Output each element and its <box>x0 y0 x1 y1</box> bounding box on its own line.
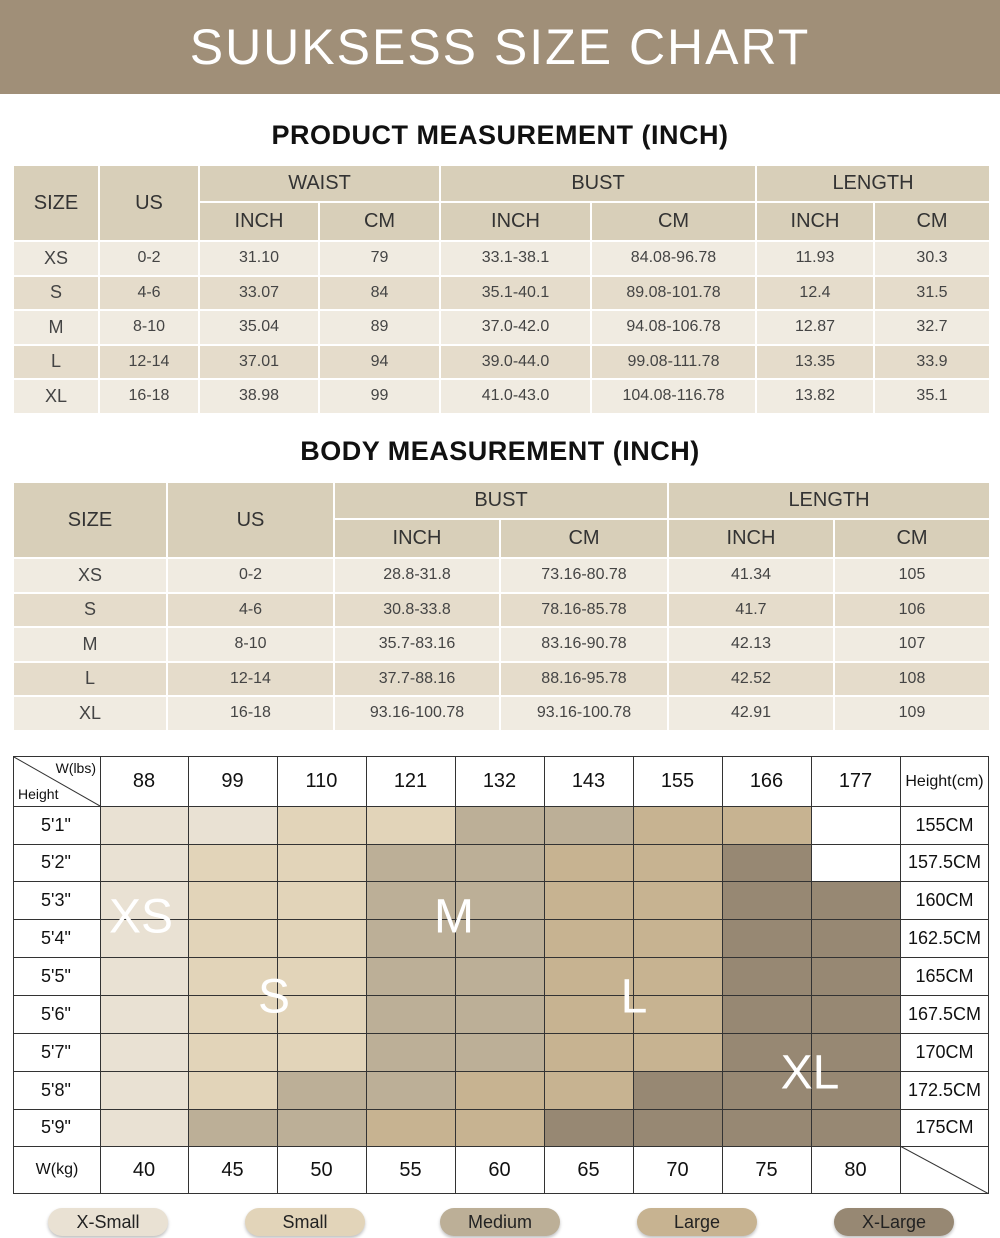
legend-item: X-Small <box>48 1208 168 1236</box>
size-zone-label: M <box>434 890 474 944</box>
size-zone-cell <box>544 1109 633 1146</box>
size-cell: L <box>13 345 99 380</box>
size-zone-cell <box>722 1109 811 1146</box>
weight-kg-label: 40 <box>132 1158 156 1181</box>
size-cell: XL <box>13 379 99 414</box>
weight-lbs-label: 132 <box>482 770 517 792</box>
value-cell: 84 <box>319 276 440 311</box>
size-zone-cell <box>366 957 455 995</box>
value-cell: 104.08-116.78 <box>591 379 756 414</box>
size-zone-cell <box>544 844 633 881</box>
size-zone-cell <box>100 844 188 881</box>
value-cell: 12.4 <box>756 276 874 311</box>
value-cell: 35.7-83.16 <box>334 627 500 662</box>
grid-line <box>722 757 723 1194</box>
value-cell: 88.16-95.78 <box>500 662 668 697</box>
size-zone-cell <box>544 881 633 919</box>
value-cell: 35.1-40.1 <box>440 276 591 311</box>
size-zone-cell <box>188 1071 277 1109</box>
height-cm-label: 172.5CM <box>907 1079 982 1100</box>
header-bust: BUST <box>440 165 756 202</box>
value-cell: 93.16-100.78 <box>500 696 668 731</box>
value-cell: 42.91 <box>668 696 834 731</box>
table-row <box>13 627 990 662</box>
value-cell: 12-14 <box>99 345 199 380</box>
weight-kg-label: 50 <box>310 1158 333 1181</box>
height-ft-label: 5'9" <box>41 1117 71 1137</box>
height-weight-size-grid <box>13 756 989 1194</box>
size-zone-cell <box>100 1109 188 1146</box>
value-cell: 12-14 <box>167 662 334 697</box>
size-zone-cell <box>100 806 188 844</box>
grid-line <box>14 1109 989 1110</box>
size-zone-label: XL <box>780 1046 840 1100</box>
header-length: LENGTH <box>756 165 990 202</box>
value-cell: 11.93 <box>756 241 874 276</box>
grid-line <box>100 757 101 1194</box>
grid-line <box>14 1033 989 1034</box>
grid-line <box>14 881 989 882</box>
size-zone-cell <box>544 1033 633 1071</box>
grid-line <box>14 1071 989 1072</box>
value-cell: 107 <box>834 627 990 662</box>
value-cell: 28.8-31.8 <box>334 558 500 593</box>
header-bust-inch: INCH <box>334 519 500 558</box>
header-us: US <box>99 165 199 241</box>
size-zone-cell <box>455 1109 544 1146</box>
size-zone-cell <box>722 806 811 844</box>
weight-lbs-label: 121 <box>393 770 428 792</box>
value-cell: 109 <box>834 696 990 731</box>
size-zone-label: L <box>620 970 648 1024</box>
legend-item: X-Large <box>834 1208 954 1236</box>
size-zone-cell <box>544 995 633 1033</box>
value-cell: 89 <box>319 310 440 345</box>
size-zone-cell <box>811 919 900 957</box>
weight-kg-header: W(kg) <box>35 1161 79 1178</box>
size-zone-cell <box>366 844 455 881</box>
value-cell: 13.82 <box>756 379 874 414</box>
size-zone-cell <box>811 881 900 919</box>
height-cm-label: 162.5CM <box>907 927 982 948</box>
grid-line <box>366 757 367 1194</box>
size-zone-cell <box>633 1071 722 1109</box>
size-zone-cell <box>188 881 277 919</box>
grid-line <box>811 757 812 1194</box>
weight-lbs-label: 99 <box>221 770 244 792</box>
size-zone-cell <box>544 1071 633 1109</box>
body-measurement-table <box>12 481 991 732</box>
size-zone-cell <box>366 1109 455 1146</box>
header-size: SIZE <box>13 482 167 558</box>
size-zone-cell <box>277 844 366 881</box>
value-cell: 8-10 <box>167 627 334 662</box>
value-cell: 83.16-90.78 <box>500 627 668 662</box>
value-cell: 4-6 <box>167 593 334 628</box>
size-zone-cell <box>366 995 455 1033</box>
size-zone-cell <box>633 1109 722 1146</box>
header-length-inch: INCH <box>756 202 874 241</box>
size-cell: S <box>13 276 99 311</box>
size-zone-cell <box>455 957 544 995</box>
weight-kg-label: 55 <box>399 1158 422 1181</box>
value-cell: 93.16-100.78 <box>334 696 500 731</box>
weight-lbs-label: 177 <box>838 770 873 792</box>
product-measurement-title: PRODUCT MEASUREMENT (INCH) <box>271 120 729 150</box>
value-cell: 35.04 <box>199 310 319 345</box>
size-zone-label: XS <box>108 890 174 944</box>
size-zone-cell <box>277 1033 366 1071</box>
size-zone-cell <box>633 881 722 919</box>
height-cm-label: 157.5CM <box>907 852 982 872</box>
size-zone-cell <box>100 957 188 995</box>
height-cm-label: 167.5CM <box>907 1003 982 1024</box>
title-banner <box>0 0 1000 94</box>
weight-kg-label: 75 <box>755 1158 778 1181</box>
size-zone-cell <box>188 1033 277 1071</box>
size-zone-cell <box>366 1071 455 1109</box>
height-corner-label: Height <box>18 785 59 802</box>
height-cm-label: 170CM <box>915 1041 974 1062</box>
value-cell: 94.08-106.78 <box>591 310 756 345</box>
size-zone-cell <box>811 995 900 1033</box>
header-length-inch: INCH <box>668 519 834 558</box>
height-ft-label: 5'8" <box>41 1079 71 1100</box>
value-cell: 12.87 <box>756 310 874 345</box>
value-cell: 41.7 <box>668 593 834 628</box>
value-cell: 38.98 <box>199 379 319 414</box>
size-zone-cell <box>188 844 277 881</box>
table-row <box>13 379 990 414</box>
value-cell: 35.1 <box>874 379 990 414</box>
header-length-cm: CM <box>874 202 990 241</box>
value-cell: 0-2 <box>167 558 334 593</box>
grid-line <box>544 757 545 1194</box>
table-row <box>13 593 990 628</box>
value-cell: 42.52 <box>668 662 834 697</box>
grid-line <box>14 806 989 807</box>
value-cell: 41.34 <box>668 558 834 593</box>
height-cm-label: 160CM <box>915 889 974 910</box>
size-zone-cell <box>455 995 544 1033</box>
weight-kg-label: 60 <box>488 1158 511 1181</box>
value-cell: 42.13 <box>668 627 834 662</box>
size-cell: XS <box>13 558 167 593</box>
value-cell: 99.08-111.78 <box>591 345 756 380</box>
grid-line <box>14 957 989 958</box>
value-cell: 0-2 <box>99 241 199 276</box>
size-cell: M <box>13 627 167 662</box>
table-row <box>13 558 990 593</box>
body-measurement-title: BODY MEASUREMENT (INCH) <box>300 436 700 466</box>
header-waist-inch: INCH <box>199 202 319 241</box>
size-zone-cell <box>633 806 722 844</box>
size-zone-cell <box>277 1109 366 1146</box>
weight-kg-label: 65 <box>577 1158 600 1181</box>
height-ft-label: 5'1" <box>41 814 71 835</box>
height-ft-label: 5'2" <box>41 852 71 872</box>
legend-item: Small <box>245 1208 365 1236</box>
value-cell: 32.7 <box>874 310 990 345</box>
size-zone-cell <box>277 881 366 919</box>
value-cell: 30.8-33.8 <box>334 593 500 628</box>
header-waist: WAIST <box>199 165 440 202</box>
value-cell: 99 <box>319 379 440 414</box>
header-bust-cm: CM <box>500 519 668 558</box>
value-cell: 37.01 <box>199 345 319 380</box>
value-cell: 73.16-80.78 <box>500 558 668 593</box>
size-zone-cell <box>100 1033 188 1071</box>
table-row <box>13 241 990 276</box>
size-zone-cell <box>544 806 633 844</box>
size-zone-cell <box>188 806 277 844</box>
value-cell: 108 <box>834 662 990 697</box>
table-row <box>13 662 990 697</box>
header-us: US <box>167 482 334 558</box>
header-length: LENGTH <box>668 482 990 519</box>
size-zone-cell <box>811 957 900 995</box>
value-cell: 16-18 <box>167 696 334 731</box>
size-zone-cell <box>455 806 544 844</box>
value-cell: 39.0-44.0 <box>440 345 591 380</box>
size-cell: M <box>13 310 99 345</box>
height-ft-label: 5'5" <box>41 965 71 986</box>
weight-lbs-label: 155 <box>660 770 695 792</box>
value-cell: 33.07 <box>199 276 319 311</box>
legend-item: Large <box>637 1208 757 1236</box>
size-zone-cell <box>277 1071 366 1109</box>
size-zone-cell <box>811 844 900 881</box>
height-cm-label: 165CM <box>915 965 974 986</box>
size-zone-cell <box>100 1071 188 1109</box>
value-cell: 16-18 <box>99 379 199 414</box>
value-cell: 89.08-101.78 <box>591 276 756 311</box>
size-cell: L <box>13 662 167 697</box>
size-zone-cell <box>722 957 811 995</box>
size-zone-cell <box>277 919 366 957</box>
page-title: SUUKSESS SIZE CHART <box>189 19 811 75</box>
size-cell: XL <box>13 696 167 731</box>
height-ft-label: 5'6" <box>41 1003 71 1024</box>
size-zone-cell <box>455 1033 544 1071</box>
weight-kg-label: 80 <box>844 1158 867 1181</box>
value-cell: 30.3 <box>874 241 990 276</box>
size-zone-cell <box>366 1033 455 1071</box>
value-cell: 84.08-96.78 <box>591 241 756 276</box>
value-cell: 33.1-38.1 <box>440 241 591 276</box>
size-zone-cell <box>633 919 722 957</box>
height-ft-label: 5'3" <box>41 889 71 910</box>
header-bust-inch: INCH <box>440 202 591 241</box>
weight-kg-label: 45 <box>221 1158 244 1181</box>
table-row <box>13 310 990 345</box>
size-zone-cell <box>277 957 366 995</box>
grid-line <box>14 844 989 845</box>
value-cell: 37.7-88.16 <box>334 662 500 697</box>
size-zone-cell <box>188 919 277 957</box>
value-cell: 31.5 <box>874 276 990 311</box>
value-cell: 94 <box>319 345 440 380</box>
value-cell: 4-6 <box>99 276 199 311</box>
size-zone-label: S <box>257 970 291 1024</box>
table-row <box>13 276 990 311</box>
value-cell: 79 <box>319 241 440 276</box>
weight-kg-label: 70 <box>666 1158 689 1181</box>
size-cell: S <box>13 593 167 628</box>
header-size: SIZE <box>13 165 99 241</box>
header-length-cm: CM <box>834 519 990 558</box>
value-cell: 41.0-43.0 <box>440 379 591 414</box>
size-zone-cell <box>100 995 188 1033</box>
weight-lbs-label: 88 <box>132 770 156 792</box>
size-zone-cell <box>633 844 722 881</box>
value-cell: 8-10 <box>99 310 199 345</box>
grid-line <box>14 995 989 996</box>
size-zone-cell <box>188 1109 277 1146</box>
height-ft-label: 5'7" <box>41 1041 71 1062</box>
size-zone-cell <box>544 919 633 957</box>
legend-item: Medium <box>440 1208 560 1236</box>
weight-lbs-corner-label: W(lbs) <box>55 760 96 776</box>
size-zone-cell <box>455 1071 544 1109</box>
height-cm-label: 175CM <box>915 1117 974 1137</box>
value-cell: 13.35 <box>756 345 874 380</box>
header-bust-cm: CM <box>591 202 756 241</box>
grid-line <box>188 757 189 1194</box>
weight-lbs-label: 166 <box>749 770 784 792</box>
product-measurement-table <box>12 164 991 415</box>
height-cm-label: 155CM <box>915 814 974 835</box>
weight-lbs-label: 110 <box>305 770 338 792</box>
grid-line <box>455 757 456 1194</box>
size-zone-cell <box>722 844 811 881</box>
size-cell: XS <box>13 241 99 276</box>
value-cell: 105 <box>834 558 990 593</box>
value-cell: 37.0-42.0 <box>440 310 591 345</box>
size-zone-cell <box>277 806 366 844</box>
header-waist-cm: CM <box>319 202 440 241</box>
value-cell: 33.9 <box>874 345 990 380</box>
size-zone-cell <box>455 844 544 881</box>
size-zone-cell <box>722 919 811 957</box>
header-bust: BUST <box>334 482 668 519</box>
size-zone-cell <box>633 1033 722 1071</box>
value-cell: 31.10 <box>199 241 319 276</box>
height-cm-header: Height(cm) <box>905 772 984 790</box>
value-cell: 78.16-85.78 <box>500 593 668 628</box>
size-zone-cell <box>722 995 811 1033</box>
weight-lbs-label: 143 <box>571 770 606 792</box>
table-row <box>13 345 990 380</box>
height-ft-label: 5'4" <box>41 927 71 948</box>
size-zone-cell <box>366 806 455 844</box>
size-zone-cell <box>811 1109 900 1146</box>
size-zone-cell <box>277 995 366 1033</box>
size-zone-cell <box>722 881 811 919</box>
corner-diagonal <box>900 1146 989 1194</box>
size-zone-cell <box>544 957 633 995</box>
value-cell: 106 <box>834 593 990 628</box>
size-zone-cell <box>811 806 900 844</box>
table-row <box>13 696 990 731</box>
